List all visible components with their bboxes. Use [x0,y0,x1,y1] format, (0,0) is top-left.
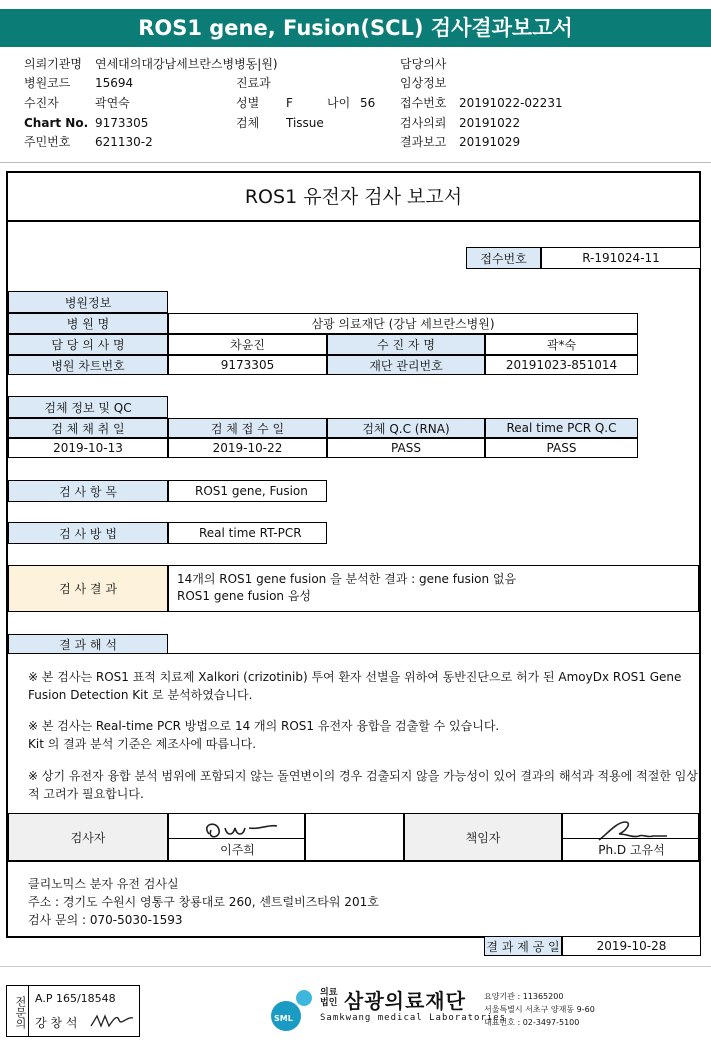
result-label: 검 사 결 과 [8,565,168,612]
receive-date-value: 2019-10-22 [168,438,327,458]
specimen-label: 검체 [236,116,260,130]
sex-label: 성별 [236,96,260,110]
receipt-label: 접수번호 [400,96,447,110]
responsible-name: Ph.D 고유석 [563,838,700,858]
collect-date-value: 2019-10-13 [8,438,168,458]
qc-pcr-label: Real time PCR Q.C [485,418,638,438]
report-title: ROS1 유전자 검사 보고서 [8,173,699,222]
responsible-signature-cell [562,813,699,861]
qc-rna-value: PASS [327,438,485,458]
foundation-type-top: 의료 [320,988,338,998]
note-3-line-2: 적 고려가 필요합니다. [28,787,144,801]
note-1-line-1: ※ 본 검사는 ROS1 표적 치료제 Xalkori (crizotinib) 투여 환자 선별을 위하여 동반진단으로 허가 된 AmoyDx ROS1 Gene [28,670,682,684]
interpretation-label: 결 과 해 석 [8,634,168,654]
qc-rna-label: 검체 Q.C (RNA) [327,418,485,438]
doctor-value: 차윤진 [168,334,327,355]
foundation-address: 서울특별시 서초구 양재동 9-60 [484,1005,595,1014]
lab-address: 주소 : 경기도 수원시 영통구 창룡대로 260, 센트럴비즈타워 201호 [28,895,379,909]
foundation-code: 요양기관 : 11365200 [484,992,564,1001]
sex-value: F [286,96,293,110]
interpretation-rule [8,653,699,654]
accession-label: 접수번호 [466,247,541,269]
result-line-1: 14개의 ROS1 gene fusion 을 분석한 결과 : gene fusion 없음 [177,572,517,586]
institution-label: 의뢰기관명 [24,57,82,71]
signature-blank-cell [305,813,404,861]
responsible-label: 책임자 [404,813,562,861]
report-value: 20191029 [459,135,521,149]
chart-number-label: 병원 차트번호 [8,355,168,375]
age-value: 56 [360,96,376,110]
foundation-english: Samkwang medical Laboratories [320,1013,507,1023]
note-1 [28,668,681,704]
request-value: 20191022 [459,116,521,130]
note-2 [28,717,499,753]
doctor-label: 담당의사 [400,57,447,71]
foundation-logo-icon [268,986,318,1032]
pathologist-box [6,985,140,1037]
hospital-section-label: 병원정보 [8,291,168,313]
specimen-value: Tissue [286,116,324,130]
chart-label: Chart No. [24,116,89,130]
hospital-code-value: 15694 [95,76,134,90]
lab-phone: 검사 문의 : 070-5030-1593 [28,913,183,927]
note-2-line-1: ※ 본 검사는 Real-time PCR 방법으로 14 개의 ROS1 유전자 융합을 검출할 수 있습니다. [28,719,500,733]
result-date-value: 2019-10-28 [562,936,701,956]
resident-label: 주민번호 [24,135,71,149]
logo-small-text: SML [274,1014,293,1023]
examiner-label: 검사자 [8,813,168,861]
age-label: 나이 [327,96,351,110]
test-item-value: ROS1 gene, Fusion [168,480,327,502]
ap-number: A.P 165/18548 [35,992,116,1005]
foundation-phone: 대표번호 : 02-3497-5100 [484,1018,580,1027]
foundation-type-bottom: 법인 [320,998,338,1008]
institution-value: 연세대의대강남세브란스병병동|원) [95,57,278,71]
patient-name-label: 수 진 자 명 [327,334,485,355]
patient-name-value: 곽*숙 [485,334,638,355]
lab-name: 클리노믹스 분자 유전 검사실 [28,877,179,891]
note-3 [28,767,698,803]
receipt-value: 20191022-02231 [459,96,563,110]
result-value [168,565,699,612]
qc-pcr-value: PASS [485,438,638,458]
report-label: 결과보고 [400,135,447,149]
lab-info [28,875,379,929]
lab-rule [8,861,699,862]
chart-number-value: 9173305 [168,355,327,375]
patient-value: 곽연숙 [95,96,130,110]
foundation-name: 삼광의료재단 [344,989,466,1013]
hospital-name-value: 삼광 의료재단 (강남 세브란스병원) [168,313,638,334]
clinical-label: 임상정보 [400,76,447,90]
footer-divider [0,966,711,967]
report-banner: ROS1 gene, Fusion(SCL) 검사결과보고서 [0,9,711,47]
note-2-line-2: Kit 의 결과 분석 기준은 제조사에 따릅니다. [28,737,257,751]
specialist-label: 전문의 [7,986,29,1036]
examiner-name: 이주희 [169,838,306,858]
specimen-section-label: 검체 정보 및 QC [8,396,168,418]
patient-label: 수진자 [24,96,59,110]
accession-value: R-191024-11 [541,247,701,269]
pathologist-name: 강 창 석 [35,1016,78,1030]
chart-value: 9173305 [95,116,149,130]
foundation-contact [484,990,595,1029]
note-1-line-2: Fusion Detection Kit 로 분석하였습니다. [28,688,253,702]
test-item-label: 검 사 항 목 [8,480,168,502]
report-box [6,171,701,938]
request-label: 검사의뢰 [400,116,447,130]
dept-label: 진료과 [236,76,271,90]
collect-date-label: 검 체 채 취 일 [8,418,168,438]
foundation-type [320,988,337,1008]
examiner-signature-cell [168,813,305,861]
test-method-value: Real time RT-PCR [168,522,327,544]
receive-date-label: 검 체 접 수 일 [168,418,327,438]
result-date-label: 결 과 제 공 일 [484,936,562,956]
header-divider [0,162,711,163]
foundation-number-label: 재단 관리번호 [327,355,485,375]
result-line-2: ROS1 gene fusion 음성 [177,589,312,603]
hospital-code-label: 병원코드 [24,76,71,90]
note-3-line-1: ※ 상기 유전자 융합 분석 범위에 포함되지 않는 돌연변이의 경우 검출되지 않을 가능성이 있어 결과의 해석과 적용에 적절한 임상 [28,769,698,783]
doctor-label: 담 당 의 사 명 [8,334,168,355]
pathologist-signature [87,1010,137,1032]
resident-value: 621130-2 [95,135,153,149]
test-method-label: 검 사 방 법 [8,522,168,544]
hospital-name-label: 병 원 명 [8,313,168,334]
foundation-number-value: 20191023-851014 [485,355,638,375]
